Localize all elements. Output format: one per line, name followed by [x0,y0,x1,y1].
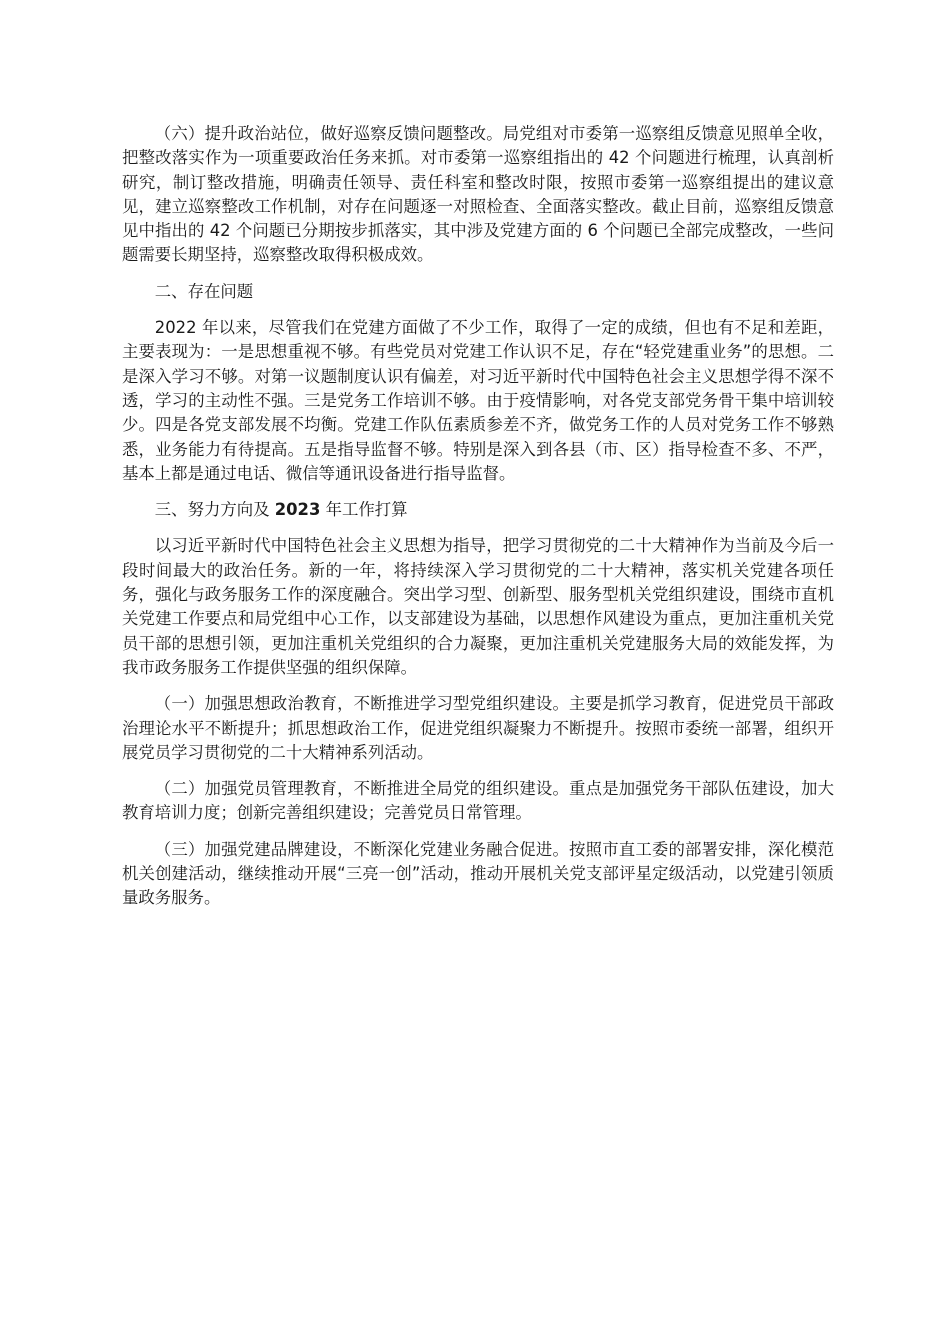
paragraph-political-education: （一）加强思想政治教育，不断推进学习型党组织建设。主要是抓学习教育，促进党员干部政治理论水平不断提升；抓思想政治工作，促进党组织凝聚力不断提升。按照市委统一部署，组织开展党员学习贯彻党的二十大精神系列活动。 [122,694,834,762]
heading-year: 2023 [274,500,321,520]
section-heading-2023-plan [122,498,834,522]
heading-suffix: 年工作打算 [320,500,408,520]
paragraph-member-management: （二）加强党员管理教育，不断推进全局党的组织建设。重点是加强党务干部队伍建设，加大教育培训力度；创新完善组织建设；完善党员日常管理。 [122,779,834,823]
document-body [122,122,834,923]
heading-prefix: 三、努力方向及 [154,500,275,520]
section-heading-existing-problems: 二、存在问题 [154,281,254,301]
paragraph-inspection-rectification: （六）提升政治站位，做好巡察反馈问题整改。局党组对市委第一巡察组反馈意见照单全收，把整改落实作为一项重要政治任务来抓。对市委第一巡察组指出的 42 个问题进行梳理，认真剖析研究，制订整改措施，明确责任领导、责任科室和整改时限，按照市委第一巡察组提出的建议意见，建立巡察整改工作机制，对存在问题逐一对照检查、全面落实整改。截止目前，巡察组反馈意见中指出的 42 个问题已分期按步抓落实，其中涉及党建方面的 6 个问题已全部完成整改，一些问题需要长期坚持，巡察整改取得积极成效。 [122,124,834,265]
paragraph-guiding-thought: 以习近平新时代中国特色社会主义思想为指导，把学习贯彻党的二十大精神作为当前及今后一段时间最大的政治任务。新的一年，将持续深入学习贯彻党的二十大精神，落实机关党建各项任务，强化与政务服务工作的深度融合。突出学习型、创新型、服务型机关党组织建设，围绕市直机关党建工作要点和局党组中心工作，以支部建设为基础，以思想作风建设为重点，更加注重机关党员干部的思想引领，更加注重机关党组织的合力凝聚，更加注重机关党建服务大局的效能发挥，为我市政务服务工作提供坚强的组织保障。 [122,536,834,677]
paragraph-existing-problems: 2022 年以来，尽管我们在党建方面做了不少工作，取得了一定的成绩，但也有不足和差距，主要表现为：一是思想重视不够。有些党员对党建工作认识不足，存在“轻党建重业务”的思想。二是深入学习不够。对第一议题制度认识有偏差，对习近平新时代中国特色社会主义思想学得不深不透，学习的主动性不强。三是党务工作培训不够。由于疫情影响，对各党支部党务骨干集中培训较少。四是各党支部发展不均衡。党建工作队伍素质参差不齐，做党务工作的人员对党务工作不够熟悉，业务能力有待提高。五是指导监督不够。特别是深入到各县（市、区）指导检查不多、不严，基本上都是通过电话、微信等通讯设备进行指导监督。 [122,318,834,483]
paragraph-brand-building: （三）加强党建品牌建设，不断深化党建业务融合促进。按照市直工委的部署安排，深化模范机关创建活动，继续推动开展“三亮一创”活动，推动开展机关党支部评星定级活动，以党建引领质量政务服务。 [122,839,834,908]
